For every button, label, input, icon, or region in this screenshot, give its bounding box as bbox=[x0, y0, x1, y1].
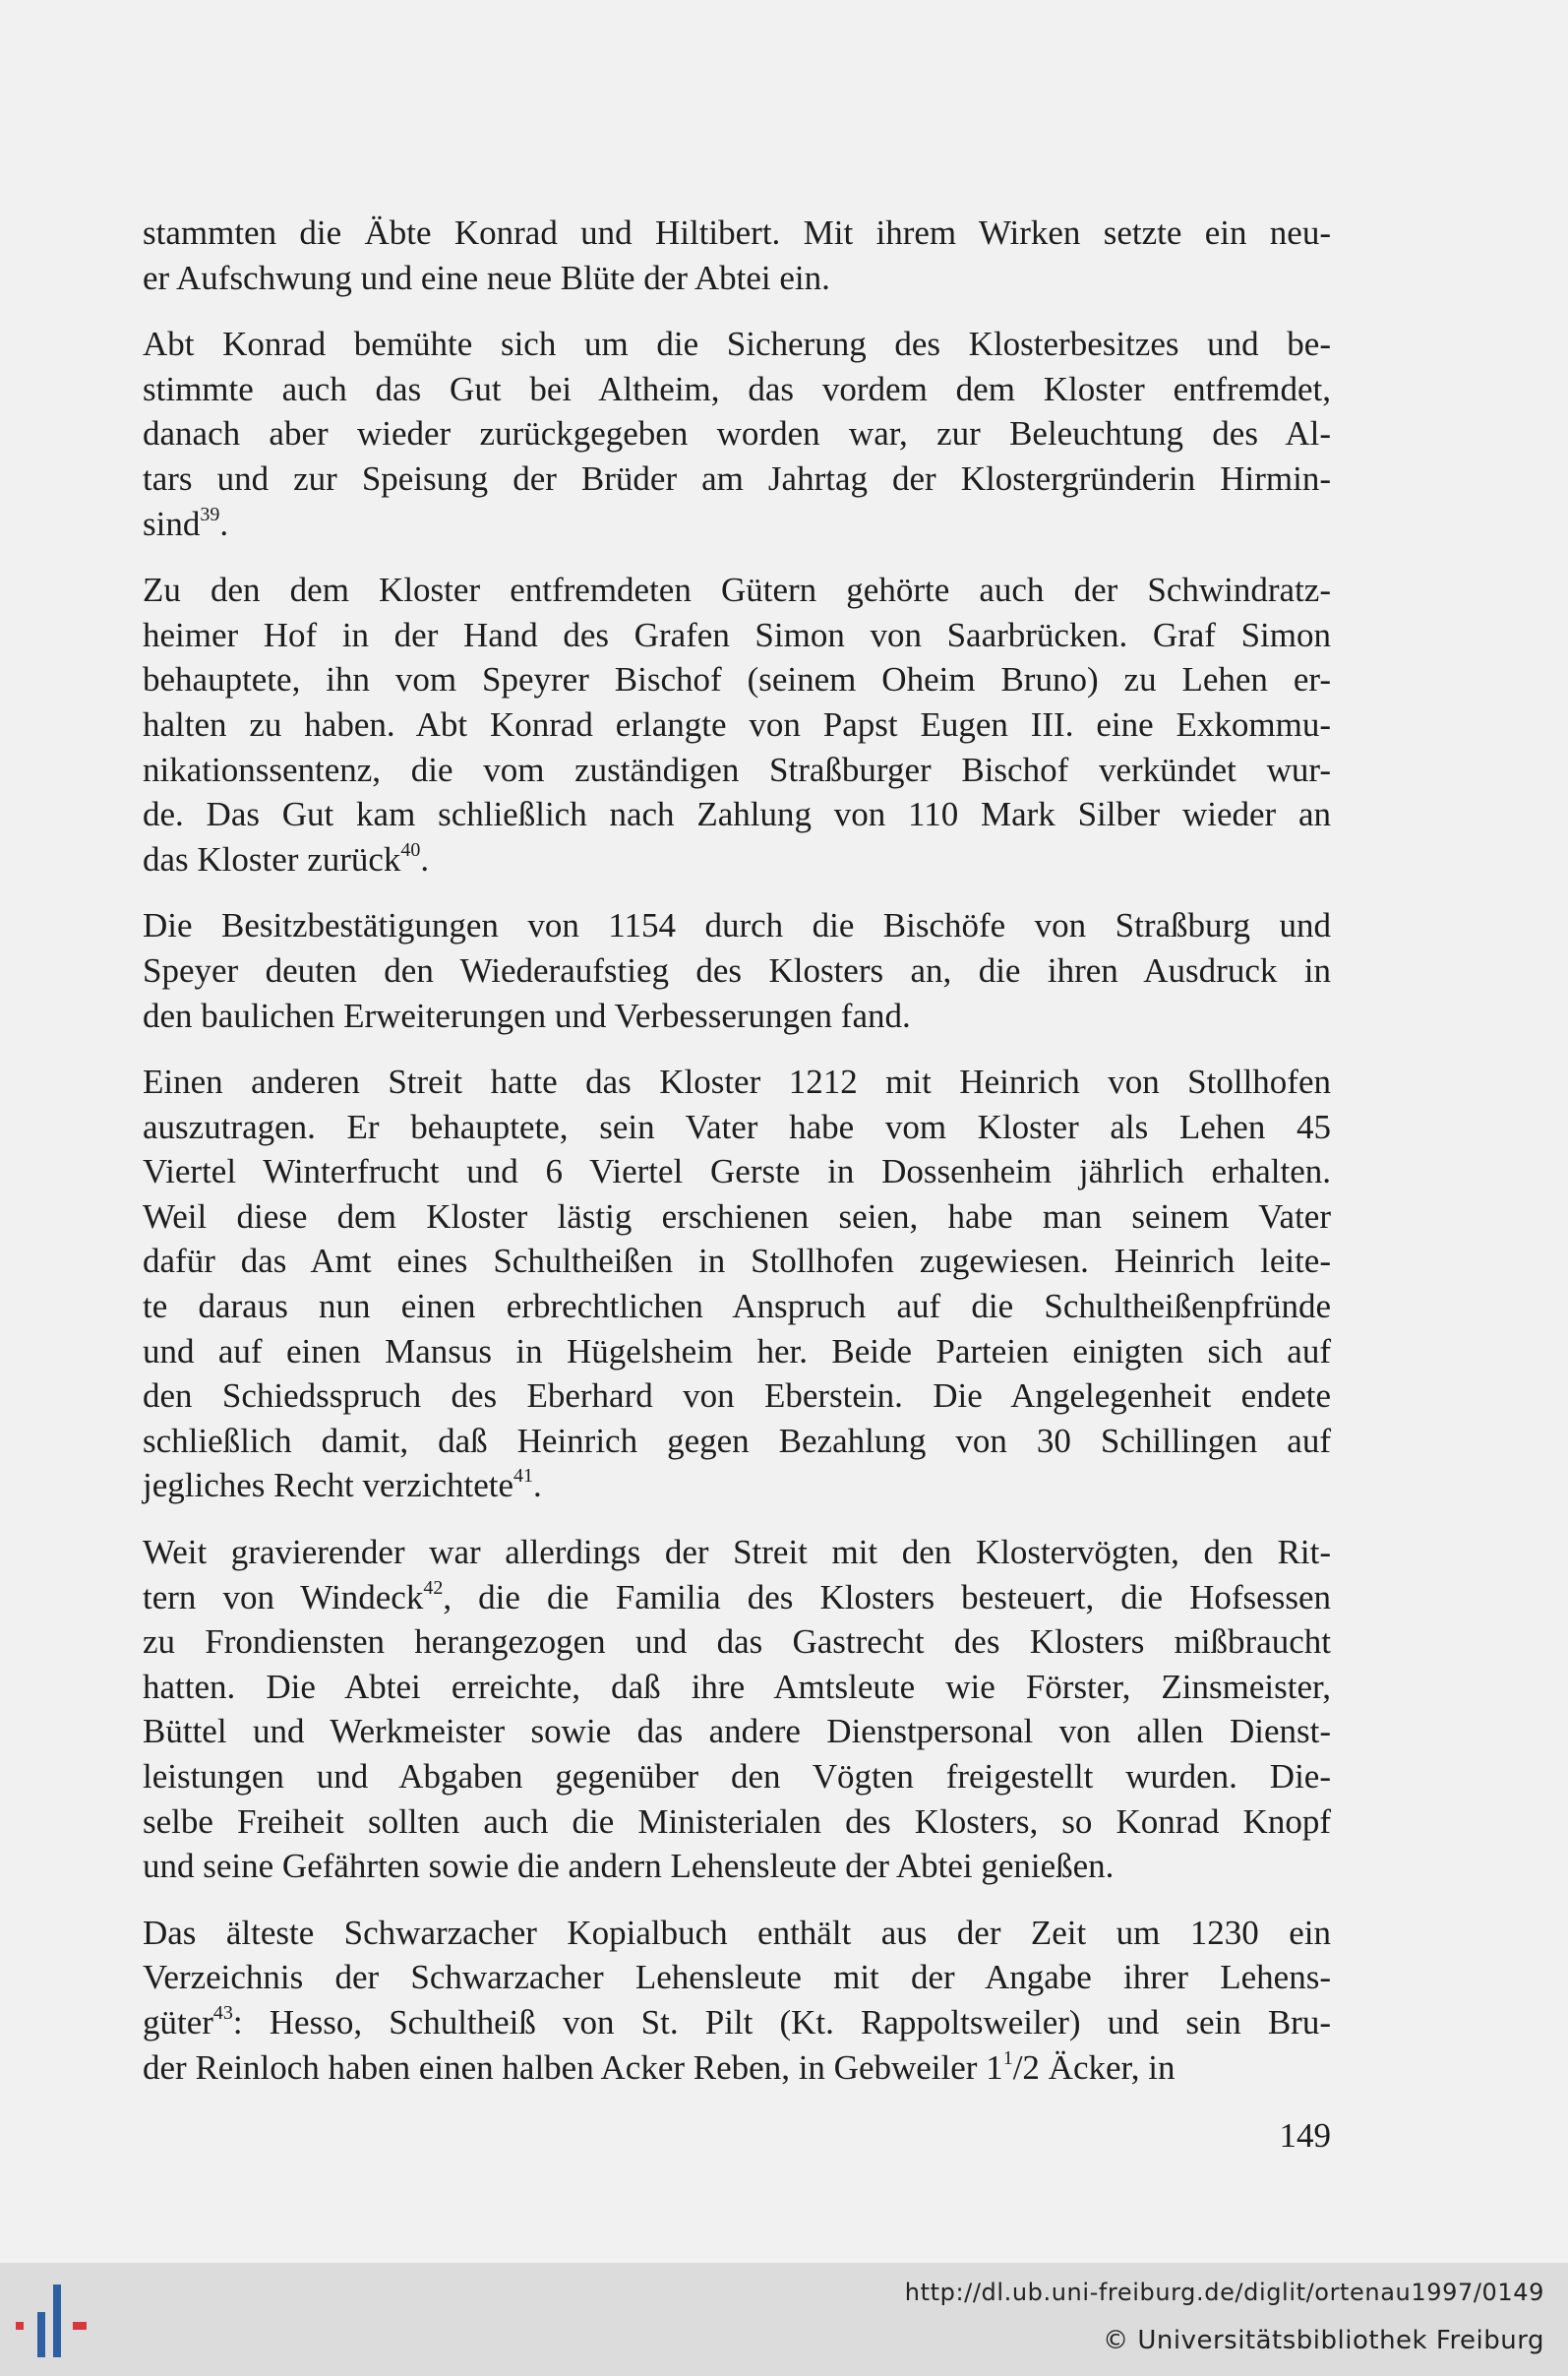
paragraph bbox=[143, 903, 1331, 1038]
text-line bbox=[143, 1060, 1331, 1105]
line-text: tars und zur Speisung der Brüder am Jahrtag der Klostergründerin Hirmin- bbox=[143, 458, 1331, 498]
line-text-after: . bbox=[420, 839, 430, 879]
line-text: Viertel Winterfrucht und 6 Viertel Gerste in Dossenheim jährlich erhalten. bbox=[143, 1152, 1331, 1191]
text-line bbox=[143, 211, 1331, 256]
line-text: selbe Freiheit sollten auch die Ministerialen des Klosters, so Konrad Knopf bbox=[143, 1801, 1331, 1841]
paragraph bbox=[143, 1911, 1331, 2090]
text-line bbox=[143, 1619, 1331, 1665]
line-text: stimmte auch das Gut bei Altheim, das vordem dem Kloster entfremdet, bbox=[143, 369, 1331, 408]
line-text: zu Frondiensten herangezogen und das Gastrecht des Klosters mißbraucht bbox=[143, 1622, 1331, 1662]
copyright-notice: © Universitätsbibliothek Freiburg bbox=[1103, 2326, 1544, 2355]
paragraph bbox=[143, 211, 1331, 300]
text-line bbox=[143, 1149, 1331, 1194]
ub-freiburg-logo-icon bbox=[16, 2283, 98, 2365]
text-line bbox=[143, 568, 1331, 613]
line-text: Büttel und Werkmeister sowie das andere Dienstpersonal von allen Dienst- bbox=[143, 1712, 1331, 1751]
text-line bbox=[143, 1911, 1331, 1956]
line-text: Die Besitzbestätigungen von 1154 durch die Bischöfe von Straßburg und bbox=[143, 906, 1331, 945]
line-text: behauptete, ihn vom Speyrer Bischof (seinem Oheim Bruno) zu Lehen er- bbox=[143, 660, 1331, 700]
line-text: de. Das Gut kam schließlich nach Zahlung von 110 Mark Silber wieder an bbox=[143, 795, 1331, 834]
line-text: das Kloster zurück bbox=[143, 839, 401, 879]
text-line bbox=[143, 2045, 1331, 2091]
text-line bbox=[143, 2000, 1331, 2045]
line-text: heimer Hof in der Hand des Grafen Simon von Saarbrücken. Graf Simon bbox=[143, 615, 1331, 654]
line-text: stammten die Äbte Konrad und Hiltibert. Mit ihrem Wirken setzte ein neu- bbox=[143, 213, 1331, 252]
text-line bbox=[143, 613, 1331, 658]
paragraph bbox=[143, 1060, 1331, 1508]
body-text bbox=[143, 211, 1331, 2111]
text-line bbox=[143, 748, 1331, 793]
footnote-ref: 1 bbox=[1002, 2046, 1013, 2069]
text-line bbox=[143, 994, 1331, 1039]
line-text: Weit gravierender war allerdings der Streit mit den Klostervögten, den Rit- bbox=[143, 1533, 1331, 1572]
footnote-ref: 39 bbox=[200, 503, 220, 525]
line-text-after: . bbox=[533, 1466, 542, 1505]
source-url-link[interactable]: http://dl.ub.uni-freiburg.de/diglit/ortenau1997/0149 bbox=[904, 2279, 1544, 2306]
line-text: hatten. Die Abtei erreichte, daß ihre Amtsleute wie Förster, Zinsmeister, bbox=[143, 1667, 1331, 1706]
text-line bbox=[143, 1955, 1331, 2000]
line-text-after: /2 Äcker, in bbox=[1012, 2047, 1176, 2087]
line-text: tern von Windeck bbox=[143, 1577, 424, 1616]
text-line bbox=[143, 1329, 1331, 1374]
line-text: dafür das Amt eines Schultheißen in Stollhofen zugewiesen. Heinrich leite- bbox=[143, 1242, 1331, 1281]
line-text-after: , die die Familia des Klosters besteuert, die Hofsessen bbox=[443, 1577, 1331, 1616]
text-line bbox=[143, 837, 1331, 883]
line-text: den baulichen Erweiterungen und Verbesserungen fand. bbox=[143, 996, 911, 1035]
text-line bbox=[143, 1709, 1331, 1754]
line-text: Das älteste Schwarzacher Kopialbuch enthält aus der Zeit um 1230 ein bbox=[143, 1913, 1331, 1952]
line-text: und auf einen Mansus in Hügelsheim her. Beide Parteien einigten sich auf bbox=[143, 1331, 1331, 1371]
text-line bbox=[143, 657, 1331, 702]
line-text-after: . bbox=[219, 504, 229, 543]
text-line bbox=[143, 256, 1331, 301]
text-line bbox=[143, 702, 1331, 748]
line-text: nikationssentenz, die vom zuständigen Straßburger Bischof verkündet wur- bbox=[143, 750, 1331, 789]
text-line bbox=[143, 1284, 1331, 1329]
paragraph bbox=[143, 1530, 1331, 1889]
footnote-ref: 41 bbox=[513, 1465, 534, 1488]
line-text: auszutragen. Er behauptete, sein Vater habe vom Kloster als Lehen 45 bbox=[143, 1107, 1331, 1146]
line-text: und seine Gefährten sowie die andern Lehensleute der Abtei genießen. bbox=[143, 1847, 1115, 1886]
line-text: der Reinloch haben einen halben Acker Reben, in Gebweiler 1 bbox=[143, 2047, 1003, 2087]
text-line bbox=[143, 1575, 1331, 1620]
text-line bbox=[143, 1844, 1331, 1889]
text-line bbox=[143, 367, 1331, 412]
text-line bbox=[143, 1799, 1331, 1845]
line-text: den Schiedsspruch des Eberhard von Eberstein. Die Angelegenheit endete bbox=[143, 1376, 1331, 1416]
line-text: Weil diese dem Kloster lästig erschienen seien, habe man seinem Vater bbox=[143, 1196, 1331, 1236]
line-text: Zu den dem Kloster entfremdeten Gütern gehörte auch der Schwindratz- bbox=[143, 571, 1331, 610]
footnote-ref: 42 bbox=[423, 1576, 444, 1599]
text-line bbox=[143, 1239, 1331, 1284]
text-line bbox=[143, 502, 1331, 547]
text-line bbox=[143, 792, 1331, 837]
line-text: Abt Konrad bemühte sich um die Sicherung des Klosterbesitzes und be- bbox=[143, 325, 1331, 364]
line-text: sind bbox=[143, 504, 201, 543]
line-text: güter bbox=[143, 2002, 213, 2041]
footnote-ref: 40 bbox=[400, 838, 421, 861]
line-text: danach aber wieder zurückgegeben worden war, zur Beleuchtung des Al- bbox=[143, 414, 1331, 454]
text-line bbox=[143, 1373, 1331, 1419]
line-text: Einen anderen Streit hatte das Kloster 1212 mit Heinrich von Stollhofen bbox=[143, 1063, 1331, 1102]
line-text: te daraus nun einen erbrechtlichen Anspruch auf die Schultheißenpfründe bbox=[143, 1287, 1331, 1326]
line-text: Speyer deuten den Wiederaufstieg des Klosters an, die ihren Ausdruck in bbox=[143, 950, 1331, 990]
text-line bbox=[143, 903, 1331, 948]
line-text: Verzeichnis der Schwarzacher Lehensleute mit der Angabe ihrer Lehens- bbox=[143, 1958, 1331, 1997]
text-line bbox=[143, 1105, 1331, 1150]
page-number: 149 bbox=[1279, 2116, 1331, 2155]
text-line bbox=[143, 1419, 1331, 1464]
line-text: leistungen und Abgaben gegenüber den Vögten freigestellt wurden. Die- bbox=[143, 1757, 1331, 1796]
text-line bbox=[143, 948, 1331, 994]
text-line bbox=[143, 1754, 1331, 1799]
line-text: schließlich damit, daß Heinrich gegen Bezahlung von 30 Schillingen auf bbox=[143, 1421, 1331, 1460]
text-line bbox=[143, 322, 1331, 367]
text-line bbox=[143, 411, 1331, 457]
line-text: halten zu haben. Abt Konrad erlangte von Papst Eugen III. eine Exkommu- bbox=[143, 704, 1331, 744]
text-line bbox=[143, 1530, 1331, 1575]
paragraph bbox=[143, 322, 1331, 546]
text-line bbox=[143, 1194, 1331, 1240]
line-text-after: : Hesso, Schultheiß von St. Pilt (Kt. Rappoltsweiler) und sein Bru- bbox=[232, 2002, 1331, 2041]
text-line bbox=[143, 457, 1331, 502]
line-text: jegliches Recht verzichtete bbox=[143, 1466, 514, 1505]
text-line bbox=[143, 1463, 1331, 1508]
paragraph bbox=[143, 568, 1331, 882]
line-text: er Aufschwung und eine neue Blüte der Abtei ein. bbox=[143, 258, 830, 297]
footnote-ref: 43 bbox=[212, 2001, 233, 2024]
text-line bbox=[143, 1665, 1331, 1710]
footer-bar bbox=[0, 2263, 1568, 2376]
